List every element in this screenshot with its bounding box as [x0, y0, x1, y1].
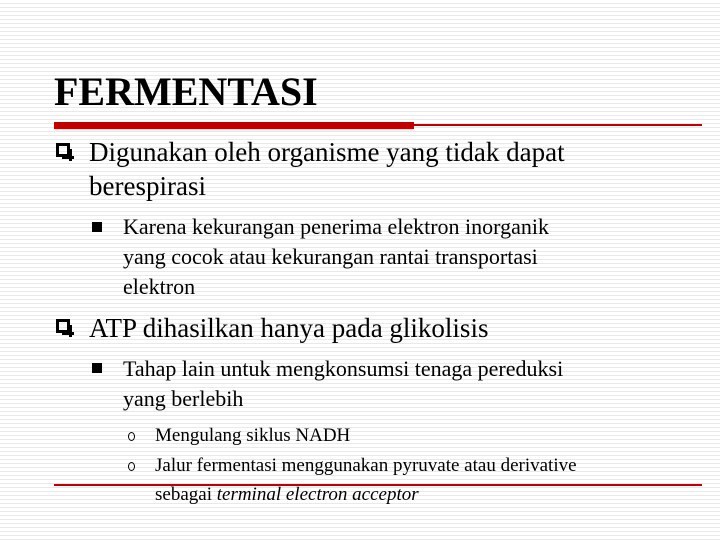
- bullet-text: Digunakan oleh organisme yang tidak dapat: [89, 137, 565, 167]
- bullet-text: ATP dihasilkan hanya pada glikolisis: [89, 313, 489, 343]
- sub-bullet-text: yang berlebih: [123, 386, 244, 411]
- plain-text: sebagai: [155, 484, 217, 505]
- sub-sub-bullet-text-continued: [155, 481, 419, 508]
- sub-bullet-text: yang cocok atau kekurangan rantai transportasi: [123, 244, 538, 269]
- checkbox-bullet-icon: [56, 319, 70, 333]
- checkbox-bullet-icon: [56, 143, 70, 157]
- title-underline-accent: [54, 122, 414, 129]
- sub-bullet-text: elektron: [123, 274, 196, 299]
- bullet-text: berespirasi: [89, 171, 206, 201]
- square-bullet-icon: [92, 222, 102, 232]
- sub-bullet-text: Karena kekurangan penerima elektron inorganik: [123, 214, 549, 239]
- sub-bullet-text: Tahap lain untuk mengkonsumsi tenaga pereduksi: [123, 356, 564, 381]
- sub-sub-bullet-text: Jalur fermentasi menggunakan pyruvate atau derivative: [155, 455, 577, 476]
- sub-sub-bullet-text: Mengulang siklus NADH: [155, 425, 351, 446]
- italic-term: terminal electron acceptor: [216, 484, 419, 505]
- slide-title: FERMENTASI: [54, 69, 318, 114]
- square-bullet-icon: [92, 363, 102, 373]
- ring-bullet-icon: [128, 462, 135, 471]
- ring-bullet-icon: [128, 432, 135, 441]
